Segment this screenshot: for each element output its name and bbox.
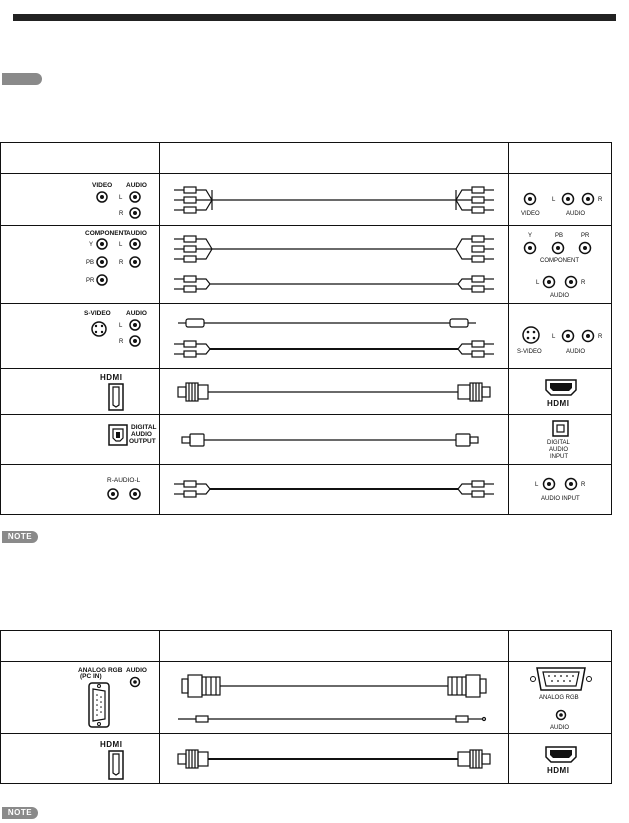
vga-plug-icon [188, 675, 202, 697]
device-r-label: R [598, 196, 603, 203]
rca-plug-icon [184, 236, 196, 242]
hdmi-logo: HDMI [100, 372, 123, 382]
header-cell-device [509, 143, 612, 174]
note-badge-2: NOTE [2, 807, 38, 819]
pr-label: PR [86, 277, 95, 284]
terminal-composite [1, 174, 160, 226]
device-pc-hdmi-logo: HDMI [547, 765, 570, 775]
cable-optical [160, 415, 509, 465]
device-audio-in-r-label: R [581, 481, 586, 488]
pc-header-cell-cable [160, 631, 509, 662]
row-optical [1, 415, 612, 465]
cable-hdmi [160, 369, 509, 415]
terminal-pc-hdmi [1, 734, 160, 784]
cable-vga [160, 662, 509, 734]
pc-header-cell-terminal [1, 631, 160, 662]
device-svideo-l-label: L [552, 333, 556, 340]
svideo-plug-icon [186, 319, 204, 327]
row-hdmi [1, 369, 612, 415]
svideo-r-label: R [119, 338, 124, 345]
svideo-l-label: L [119, 322, 123, 329]
header-cell-terminal [1, 143, 160, 174]
row-analog-rgb [1, 662, 612, 734]
optical-label-line3: OUTPUT [129, 437, 156, 445]
optical-plug-icon [190, 434, 204, 446]
device-component [509, 226, 612, 304]
device-component-r-label: R [581, 279, 586, 286]
device-svideo-r-label: R [598, 333, 603, 340]
device-analog-rgb [509, 662, 612, 734]
r-label: R [119, 210, 124, 217]
device-video-label: VIDEO [521, 210, 540, 217]
header-cell-cable [160, 143, 509, 174]
device-hdmi [509, 369, 612, 415]
analog-rgb-label: ANALOG RGB [78, 666, 123, 674]
optical-label-line2: AUDIO [131, 430, 152, 438]
av-connection-table [0, 142, 612, 515]
svideo-jack-icon [92, 322, 106, 336]
device-optical-line3: INPUT [550, 453, 568, 460]
device-svideo-label: S-VIDEO [517, 348, 542, 355]
section-marker [2, 73, 42, 85]
device-y-label: Y [528, 232, 533, 239]
header-band [13, 14, 616, 21]
cable-component [160, 226, 509, 304]
component-label: COMPONENT [85, 229, 128, 237]
device-optical-line2: AUDIO [549, 446, 569, 453]
audio-out-label: R-AUDIO-L [107, 476, 141, 484]
cable-audio [160, 465, 509, 515]
device-component-l-label: L [536, 279, 540, 286]
terminal-analog-rgb [1, 662, 160, 734]
hdmi-port-icon [109, 384, 123, 410]
terminal-audio [1, 465, 160, 515]
row-svideo [1, 304, 612, 369]
device-analog-rgb-label: ANALOG RGB [539, 694, 579, 701]
pc-audio-label: AUDIO [126, 666, 147, 674]
terminal-hdmi [1, 369, 160, 415]
pc-in-label: (PC IN) [80, 672, 102, 680]
pc-hdmi-logo: HDMI [100, 739, 123, 749]
device-audio [509, 465, 612, 515]
device-optical [509, 415, 612, 465]
cable-pc-hdmi [160, 734, 509, 784]
device-pc-audio-label: AUDIO [550, 724, 570, 731]
svideo-audio-label: AUDIO [126, 309, 147, 317]
device-audio-input-label: AUDIO INPUT [541, 495, 580, 502]
device-pb-label: PB [555, 232, 564, 239]
video-label: VIDEO [92, 181, 113, 189]
rca-plug-icon [184, 187, 196, 193]
svideo-label: S-VIDEO [84, 309, 111, 317]
rca-plug-icon [184, 481, 196, 487]
device-pr-label: PR [581, 232, 590, 239]
device-svideo-jack-icon [523, 327, 539, 343]
minijack-plug-icon [196, 716, 208, 722]
device-component-label: COMPONENT [540, 257, 579, 264]
component-l-label: L [119, 241, 123, 248]
note-badge: NOTE [2, 531, 38, 543]
component-audio-label: AUDIO [126, 229, 147, 237]
terminal-svideo [1, 304, 160, 369]
device-audio-in-l-label: L [535, 481, 539, 488]
pc-header-cell-device [509, 631, 612, 662]
device-pc-hdmi [509, 734, 612, 784]
row-composite-video [1, 174, 612, 226]
device-composite [509, 174, 612, 226]
device-optical-line1: DIGITAL [547, 439, 570, 446]
row-audio [1, 465, 612, 515]
terminal-component [1, 226, 160, 304]
cable-rca-3 [160, 174, 509, 226]
terminal-optical [1, 415, 160, 465]
l-label: L [119, 194, 123, 201]
component-r-label: R [119, 259, 124, 266]
device-audio-label: AUDIO [566, 210, 586, 217]
optical-label-line1: DIGITAL [131, 423, 157, 431]
pb-label: PB [86, 259, 95, 266]
row-component [1, 226, 612, 304]
device-svideo-audio-label: AUDIO [566, 348, 586, 355]
header-bar [0, 0, 629, 22]
audio-label: AUDIO [126, 181, 147, 189]
cable-svideo [160, 304, 509, 369]
device-svideo [509, 304, 612, 369]
device-hdmi-logo: HDMI [547, 398, 570, 408]
row-pc-hdmi [1, 734, 612, 784]
device-optical-port-icon [553, 421, 568, 436]
pc-connection-table [0, 630, 612, 784]
device-l-label: L [552, 196, 556, 203]
device-component-audio-label: AUDIO [550, 292, 570, 299]
y-label: Y [89, 241, 94, 248]
